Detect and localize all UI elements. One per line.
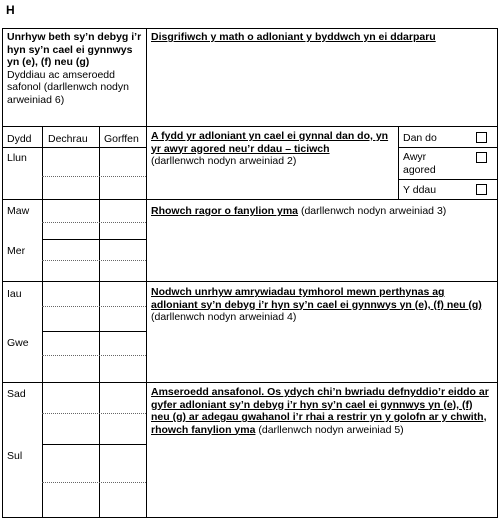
sun-start-input[interactable] [43, 445, 99, 482]
further-details-bold: Rhowch ragor o fanylion yma [151, 205, 299, 217]
sun-finish-input[interactable] [100, 445, 146, 482]
left-header [7, 31, 143, 106]
non-standard-times-note: (darllenwch nodyn arweiniad 5) [255, 423, 404, 436]
option-indoors-label: Dan do [403, 132, 437, 144]
thu-start-input[interactable] [43, 282, 99, 306]
sat-finish-input[interactable] [100, 383, 146, 413]
fri-finish-input[interactable] [100, 332, 146, 355]
tue-finish-input[interactable] [100, 200, 146, 222]
mon-finish-input[interactable] [100, 148, 146, 176]
option-indoors-checkbox[interactable] [476, 132, 487, 143]
tue-start-input[interactable] [43, 200, 99, 222]
day-label-wed: Mer [7, 245, 26, 257]
thu-finish-input[interactable] [100, 282, 146, 306]
non-standard-times-label [151, 386, 493, 436]
further-details-label [151, 205, 493, 218]
section-letter: H [6, 3, 15, 17]
day-label-fri: Gwe [7, 337, 29, 349]
day-label-tue: Maw [7, 205, 30, 217]
left-header-bold: Unrhyw beth sy’n debyg i’r hyn sy’n cael ei gynnwys yn (e), (f) neu (g) [7, 31, 142, 68]
day-label-sun: Sul [7, 450, 23, 462]
day-label-mon: Llun [7, 152, 27, 164]
option-both-label: Y ddau [403, 184, 437, 196]
non-standard-times-bold: Amseroedd ansafonol. Os ydych chi’n bwriadu defnyddio’r eiddo ar gyfer adloniant sy’n debyg i’r hyn sy’n cael ei gynnwys yn (e), (f) neu (g) ar adegau gwahanol i’r rhai a restrir yn y golofn ar y chwith, rhowch fanylion yma [151, 386, 489, 436]
col-header-finish: Gorffen [104, 133, 139, 145]
option-outdoors-label: Awyr agored [403, 151, 436, 176]
fri-start-input[interactable] [43, 332, 99, 355]
option-both-checkbox[interactable] [476, 184, 487, 195]
sat-start-input[interactable] [43, 383, 99, 413]
left-header-note: Dyddiau ac amseroedd safonol (darllenwch nodyn arweiniad 6) [7, 68, 129, 106]
indoors-question-bold: A fydd yr adloniant yn cael ei gynnal dan do, yn yr awyr agored neu’r ddau – ticiwch [151, 130, 389, 155]
seasonal-variations-label [151, 286, 493, 324]
indoors-question [151, 130, 395, 168]
entertainment-description-label: Disgrifiwch y math o adloniant y byddwch yn ei ddarparu [151, 31, 436, 43]
col-header-day: Dydd [7, 133, 32, 145]
wed-finish-input[interactable] [100, 240, 146, 260]
seasonal-variations-note: (darllenwch nodyn arweiniad 4) [151, 311, 297, 323]
seasonal-variations-bold: Nodwch unrhyw amrywiadau tymhorol mewn perthynas ag adloniant sy’n debyg i’r hyn sy’n cael ei gynnwys yn (e), (f) neu (g) [151, 286, 482, 311]
option-outdoors-checkbox[interactable] [476, 152, 487, 163]
mon-start-input[interactable] [43, 148, 99, 176]
wed-start-input[interactable] [43, 240, 99, 260]
indoors-question-note: (darllenwch nodyn arweiniad 2) [151, 155, 297, 167]
day-label-thu: Iau [7, 288, 22, 300]
col-header-start: Dechrau [48, 133, 88, 145]
day-label-sat: Sad [7, 388, 26, 400]
further-details-note: (darllenwch nodyn arweiniad 3) [298, 205, 447, 217]
